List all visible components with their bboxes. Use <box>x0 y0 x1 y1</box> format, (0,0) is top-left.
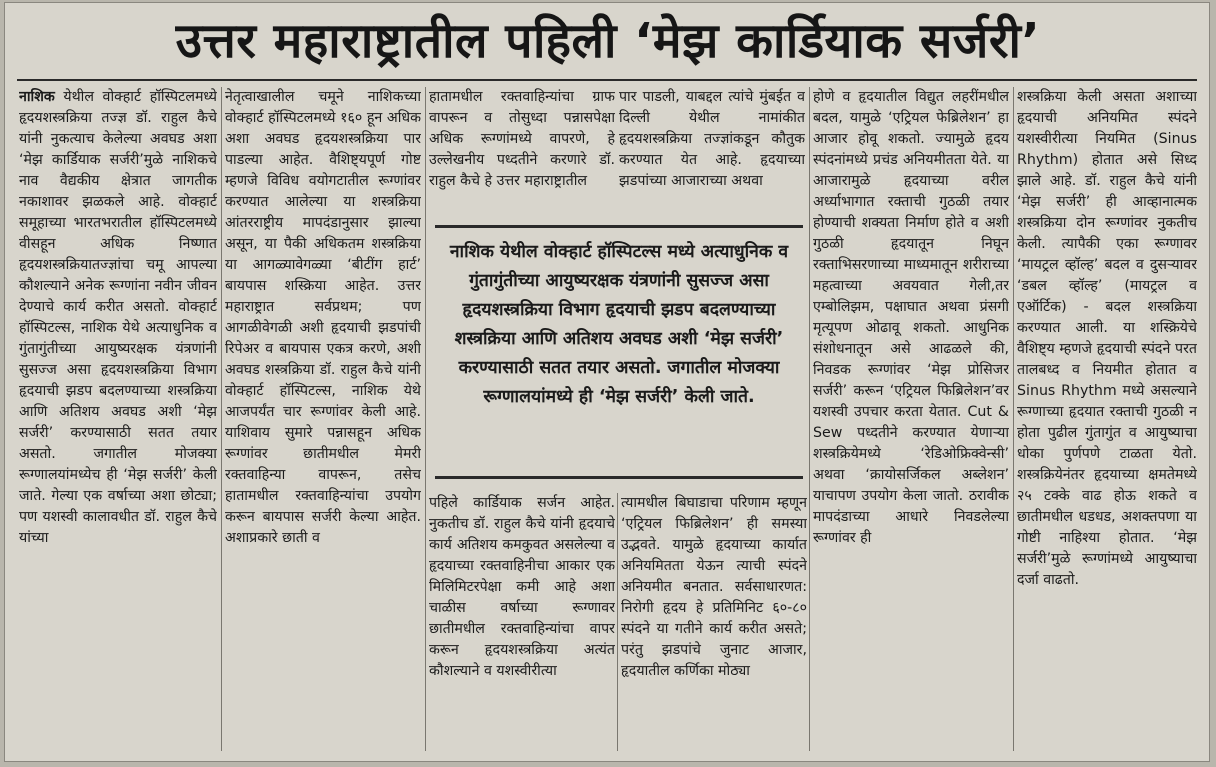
column-divider <box>221 87 222 751</box>
pull-quote: नाशिक येथील वोक्हार्ट हॉस्पिटल्स मध्ये अत्याधुनिक व गुंतागुंतीच्या आयुष्यरक्षक यंत्रणांनी सुसज्ज असा हृदयशस्त्रक्रिया विभाग हृदयाची झडप बदलण्याच्या शस्त्रक्रिया आणि अतिशय अवघड अशी ‘मेझ सर्जरी’ करण्यासाठी सतत तयार असतो. जगातील मोजक्या रूग्णालयांमध्ये ही ‘मेझ सर्जरी’ केली जाते. <box>435 225 803 479</box>
column-1 <box>19 87 217 751</box>
newspaper-clipping <box>4 2 1210 762</box>
column-3-bottom-body: पहिले कार्डियाक सर्जन आहेत. नुकतीच डॉ. राहुल कैचे यांनी हृदयाचे कार्य अतिशय कमकुवत असलेल्या व हृदयाच्या रक्तवाहिनीचा आकार एक मिलिमिटरपेक्षा कमी आहे अशा चाळीस वर्षाच्या रूग्णावर छातीमधील रक्तवाहिन्यांचा वापर करून हृदयशस्त्रक्रिया अत्यंत कौशल्याने व यशस्वीरीत्या <box>429 495 615 679</box>
column-3-top <box>429 87 615 213</box>
column-4-bottom <box>621 493 807 751</box>
column-3-bottom <box>429 493 615 751</box>
column-5 <box>813 87 1009 751</box>
column-1-body: येथील वोक्हार्ट हॉस्पिटलमध्ये हृदयशस्त्रक्रिया तज्ज्ञ डॉ. राहुल कैचे यांनी नुकत्याच केलेल्या अवघड अशा ‘मेझ कार्डियाक सर्जरी’मुळे नाशिकचे नाव वैद्यकीय क्षेत्रात जागतीक नकाशावर झळकले आहे. वोक्हार्ट समूहाच्या भारतभरातील हॉस्पिटलमध्ये वीसहून अधिक निष्णात हृदयशस्त्रक्रियातज्ज्ञांचा चमू आपल्या कौशल्याने अनेक रूग्णांना नवीन जीवन देण्याचे कार्य करीत असतो. वोक्हार्ट हॉस्पिटल्स, नाशिक येथे अत्याधुनिक व गुंतागुंतीच्या आयुष्यरक्षक यंत्रणांनी सुसज्ज असा हृदयशस्त्रक्रिया विभाग हृदयाची झडप बदलण्याच्या शस्त्रक्रिया आणि अतिशय अवघड अशी ‘मेझ सर्जरी’ करण्यासाठी सतत तयार असतो. जगातील मोजक्या रूग्णालयांमध्येच ही ‘मेझ सर्जरी’ केली जाते. गेल्या एक वर्षाच्या अशा छोट्या; पण यशस्वी कालावधीत डॉ. राहुल कैचे यांच्या <box>19 89 217 546</box>
column-2 <box>225 87 421 751</box>
column-6 <box>1017 87 1197 751</box>
column-4-top-body: पार पाडली, याबद्दल त्यांचे मुंबईत व दिल्ली येथील नामांकीत हृदयशस्त्रक्रिया तज्ज्ञांकडून कौतुक करण्यात येत आहे. हृदयाच्या झडपांच्या आजाराच्या अथवा <box>619 89 805 189</box>
column-1-text <box>19 87 217 549</box>
column-6-body: शस्त्रक्रिया केली असता अशाच्या हृदयाची अनियमित स्पंदने यशस्वीरीत्या नियमित (Sinus Rhythm) होतात असे सिध्द झाले आहे. डॉ. राहुल कैचे यांनी ‘मेझ सर्जरी’ ही आव्हानात्मक शस्त्रक्रिया दोन रूग्णांवर नुकतीच केली. त्यापैकी एका रूग्णावर ‘मायट्रल व्हॉल्ह’ बदल व दुसऱ्यावर ‘डबल व्हॉल्ह’ (मायट्रल व एऑर्टिक) - बदल शस्त्रक्रिया करण्यात आली. या शस्क्रियेचे वैशिष्ट्य म्हणजे हृदयाची स्पंदने परत तालबध्द व नियमीत होतात व Sinus Rhythm मध्ये असल्याने रूग्णाच्या हृदयात रक्ताची गुठळी न होता पुढील गुंतागुंत व आयुष्याचा धोका पुर्णपणे टाळता येतो. शस्त्रक्रियेनंतर हृदयाच्या क्षमतेमध्ये २५ टक्के वाढ होऊ शकते व छातीमधील धडधड, अशक्तपणा या गोष्टी नाहिश्या होतात. ‘मेझ सर्जरी’मुळे रूग्णांमध्ये आयुष्याचा दर्जा वाढतो. <box>1017 89 1197 588</box>
column-5-body: होणे व हृदयातील विद्युत लहरींमधील बदल, यामुळे ‘एट्रियल फेब्रिलेशन’ हा आजार होवू शकतो. ज्यामुळे हृदय स्पंदनांमध्ये प्रचंड अनियमीतता येते. या आजारामुळे हृदयाच्या वरील अर्ध्याभागात रक्ताची गुठळी तयार होण्याची शक्यता निर्माण होते व अशी गुठळी हृदयातून निघून रक्ताभिसरणाच्या माध्यमातून शरीराच्या महत्वाच्या अवयवात गेली,तर एम्बोलिझम, पक्षाघात अथवा प्रंसगी मृत्यूपण ओढावू शकतो. आधुनिक संशोधनातून असे आढळले की, निवडक रूग्णांवर ‘मेझ प्रोसिजर सर्जरी’ करून ‘एट्रियल फिब्रिलेशन’वर यशस्वी उपचार करता येतात. Cut & Sew पध्दतीने करण्यात येणाऱ्या शस्त्रक्रियेमध्ये ‘रेडिओफ्रिक्वेन्सी’ अथवा ‘क्रायोसर्जिकल अब्लेशन’ याचापण उपयोग केला जातो. ठरावीक मापदंडाच्या आधारे निवडलेल्या रूग्णांवर ही <box>813 89 1009 546</box>
column-4-bottom-body: त्यामधील बिघाडाचा परिणाम म्हणून ‘एट्रियल फिब्रिलेशन’ ही समस्या उद्भवते. यामुळे हृदयाच्या कार्यात अनियमितता येऊन त्याची स्पंदने अनियमीत बनतात. सर्वसाधारणत: निरोगी हृदय हे प्रतिमिनिट ६०-८० स्पंदने या गतीने कार्य करीत असते; परंतु झडपांचे जुनाट आजार, हृदयातील कर्णिका मोठ्या <box>621 495 807 679</box>
column-divider <box>809 87 810 751</box>
column-2-body: नेतृत्वाखालील चमूने नाशिकच्या वोक्हार्ट हॉस्पिटलमध्ये १६० हून अधिक अशा अवघड हृदयशस्त्रक्रिया पार पाडल्या आहेत. वैशिष्ट्यपूर्ण गोष्ट म्हणजे विविध वयोगटातील रूग्णांवर करण्यात आलेल्या या शस्त्रक्रिया आंतरराष्ट्रीय मापदंडानुसार झाल्या असून, या पैकी अधिकतम शस्त्रक्रिया या आगळ्यावेगळ्या ‘बीटींग हार्ट’ बायपास शस्क्रिया आहेत. उत्तर महाराष्ट्रात सर्वप्रथम; पण आगळीवेगळी अशी हृदयाची झडपांची रिपेअर व बायपास एकत्र करणे, अशी अवघड शस्त्रक्रिया डॉ. राहुल कैचे यांनी वोक्हार्ट हॉस्पिटल्स, नाशिक येथे आजपर्यंत चार रूग्णांवर केली आहे. याशिवाय सुमारे पन्नासहून अधिक रूग्णांवर छातीमधील मेमरी रक्तवाहिन्या वापरून, तसेच हातामधील रक्तवाहिन्यांचा उपयोग करून बायपास सर्जरी केल्या आहेत. अशाप्रकारे छाती व <box>225 89 421 546</box>
column-3-top-body: हातामधील रक्तवाहिन्यांचा ग्राफ वापरून व तोसुध्दा पन्नासपेक्षा अधिक रूग्णांमध्ये वापरणे, हे उल्लेखनीय पध्दतीने करणारे डॉ. राहुल कैचे हे उत्तर महाराष्ट्रातील <box>429 89 615 189</box>
article-headline: उत्तर महाराष्ट्रातील पहिली ‘मेझ कार्डियाक सर्जरी’ <box>175 13 1041 69</box>
column-divider <box>1013 87 1014 751</box>
dateline: नाशिक <box>19 89 55 105</box>
column-divider <box>617 493 618 751</box>
column-4-top <box>619 87 805 213</box>
column-divider <box>425 87 426 751</box>
headline-rule <box>17 79 1197 81</box>
